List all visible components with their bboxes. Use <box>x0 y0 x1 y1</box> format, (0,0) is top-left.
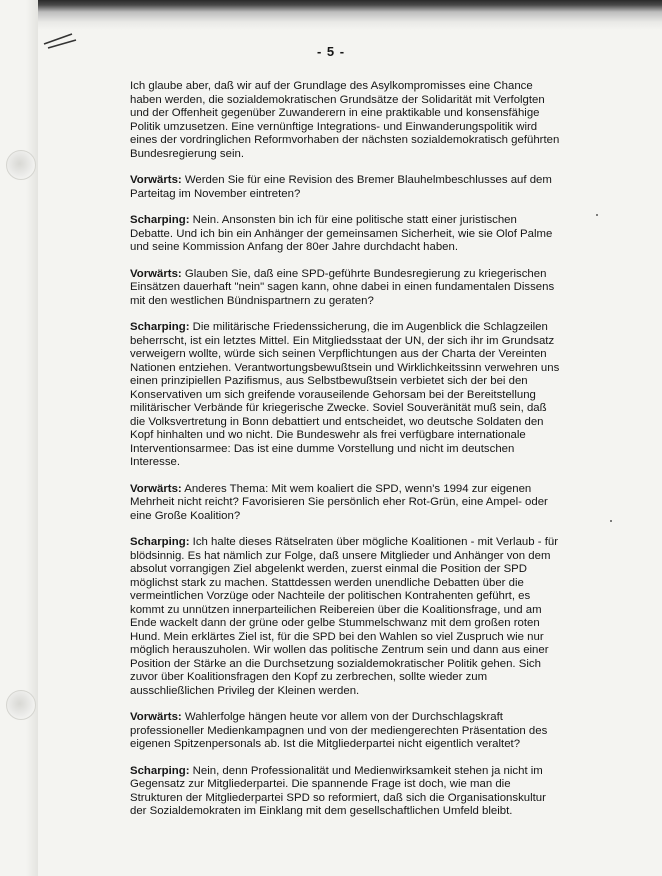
speaker-label: Vorwärts: <box>130 482 182 495</box>
scan-speck <box>610 520 612 522</box>
paragraph-text: Ich halte dieses Rätselraten über mögliche Koalitionen - mit Verlaub - für blödsinnig. Es hat nämlich zur Folge, daß unsere Mitglieder und Anhänger von dem absolut vorrangigen Ziel abgelenkt werden, zuerst einmal die Position der SPD möglichst stark zu machen. Stattdessen werden unendliche Debatten über die vermeintlichen Vorzüge oder Nachteile der politischen Kontrahenten geführt, es kommt zu unnützen innerparteilichen Reibereien über die Koalitionsfrage, und am Ende wackelt dann der grüne oder gelbe Stummelschwanz mit dem großen roten Hund. Mein erklärtes Ziel ist, für die SPD bei den Wahlen so viel Zuspruch wie nur möglich herauszuholen. Wir wollen das politische Zentrum sein und dann aus einer Position der Stärke an die Durchsetzung sozialdemokratischer Politik gehen. Sich zuvor über Koalitionsfragen den Kopf zu zerbrechen, sollte wieder zum ausschließlichen Privileg der Kleinen werden. <box>130 536 558 697</box>
paragraph <box>130 765 562 819</box>
punch-hole <box>6 690 36 720</box>
interview-text <box>130 80 562 832</box>
punch-hole <box>6 150 36 180</box>
paragraph-text: Werden Sie für eine Revision des Bremer Blauhelmbeschlusses auf dem Parteitag im November eintreten? <box>130 174 552 200</box>
scan-left-margin <box>0 0 38 876</box>
speaker-label: Scharping: <box>130 764 190 777</box>
paragraph-text: Nein, denn Professionalität und Medienwirksamkeit stehen ja nicht im Gegensatz zur Mitgliederpartei. Die spannende Frage ist doch, wie man die Strukturen der Mitgliederpartei SPD so reformiert, daß sich die Organisationskultur der Sozialdemokraten im Einklang mit dem gesellschaftlichen Umfeld bleibt. <box>130 764 546 817</box>
paragraph <box>130 80 562 161</box>
paragraph <box>130 214 562 255</box>
speaker-label: Vorwärts: <box>130 267 182 280</box>
scan-speck <box>596 214 598 216</box>
paragraph <box>130 536 562 698</box>
speaker-label: Vorwärts: <box>130 174 182 186</box>
paragraph <box>130 711 562 752</box>
paragraph <box>130 483 562 524</box>
paragraph-text: Ich glaube aber, daß wir auf der Grundlage des Asylkompromisses eine Chance haben werden, die sozialdemokratischen Grundsätze der Solidarität mit Verfolgten und der Offenheit gegenüber Zuwanderern in eine praktikable und konsensfähige Politik umzusetzen. Eine vernünftige Integrations- und Einwanderungspolitik wird eines der vordringlichen Reformvorhaben der nächsten sozialdemokratisch geführten Bundesregierung sein. <box>130 80 560 160</box>
page-number: - 5 - <box>316 44 346 59</box>
paragraph-text: Die militärische Friedenssicherung, die im Augenblick die Schlagzeilen beherrscht, ist ein letztes Mittel. Ein Mitgliedsstaat der UN, der sich ihr im Grundsatz verweigern wollte, würde sich seinen Verpflichtungen aus der Charta der Vereinten Nationen entziehen. Verantwortungsbewußtsein und Wirklichkeitssinn verwehren uns einen prinzipiellen Pazifismus, aus Selbstbewußtsein verbietet sich der bei den Konservativen um sich greifende vorauseilende Gehorsam bei der Bereitstellung militärischer Verbände für kriegerische Zwecke. Soviel Souveränität muß sein, daß die Volksvertretung in Bonn debattiert und entscheidet, wo deutsche Soldaten den Kopf hinhalten und wo nicht. Die Bundeswehr als frei verfügbare internationale Interventionsarmee: Das ist eine dumme Vorstellung und nicht im deutschen Interesse. <box>130 321 560 468</box>
speaker-label: Vorwärts: <box>130 711 182 723</box>
speaker-label: Scharping: <box>130 536 190 548</box>
paragraph <box>130 321 562 470</box>
scan-top-edge <box>0 0 662 30</box>
paragraph <box>130 268 562 309</box>
paragraph-text: Nein. Ansonsten bin ich für eine politische statt einer juristischen Debatte. Und ich bin ein Anhänger der gemeinsamen Sicherheit, wie sie Olof Palme und seine Kommission Anfang der 80er Jahre durchdacht haben. <box>130 214 553 253</box>
paragraph-text: Anderes Thema: Mit wem koaliert die SPD, wenn's 1994 zur eigenen Mehrheit nicht reicht? Favorisieren Sie persönlich eher Rot-Grün, eine Ampel- oder eine Große Koalition? <box>130 482 548 522</box>
speaker-label: Scharping: <box>130 321 190 333</box>
speaker-label: Scharping: <box>130 214 190 226</box>
paragraph-text: Glauben Sie, daß eine SPD-geführte Bundesregierung zu kriegerischen Einsätzen dauerhaft "nein" sagen kann, ohne dabei in einen fundamentalen Dissens mit den westlichen Bündnispartnern zu geraten? <box>130 267 555 307</box>
paragraph <box>130 174 562 201</box>
paragraph-text: Wahlerfolge hängen heute vor allem von der Durchschlagskraft professioneller Medienkampagnen und von der mediengerechten Präsentation des eigenen Spitzenpersonals ab. Ist die Mitgliederpartei nicht eigentlich veraltet? <box>130 711 548 750</box>
